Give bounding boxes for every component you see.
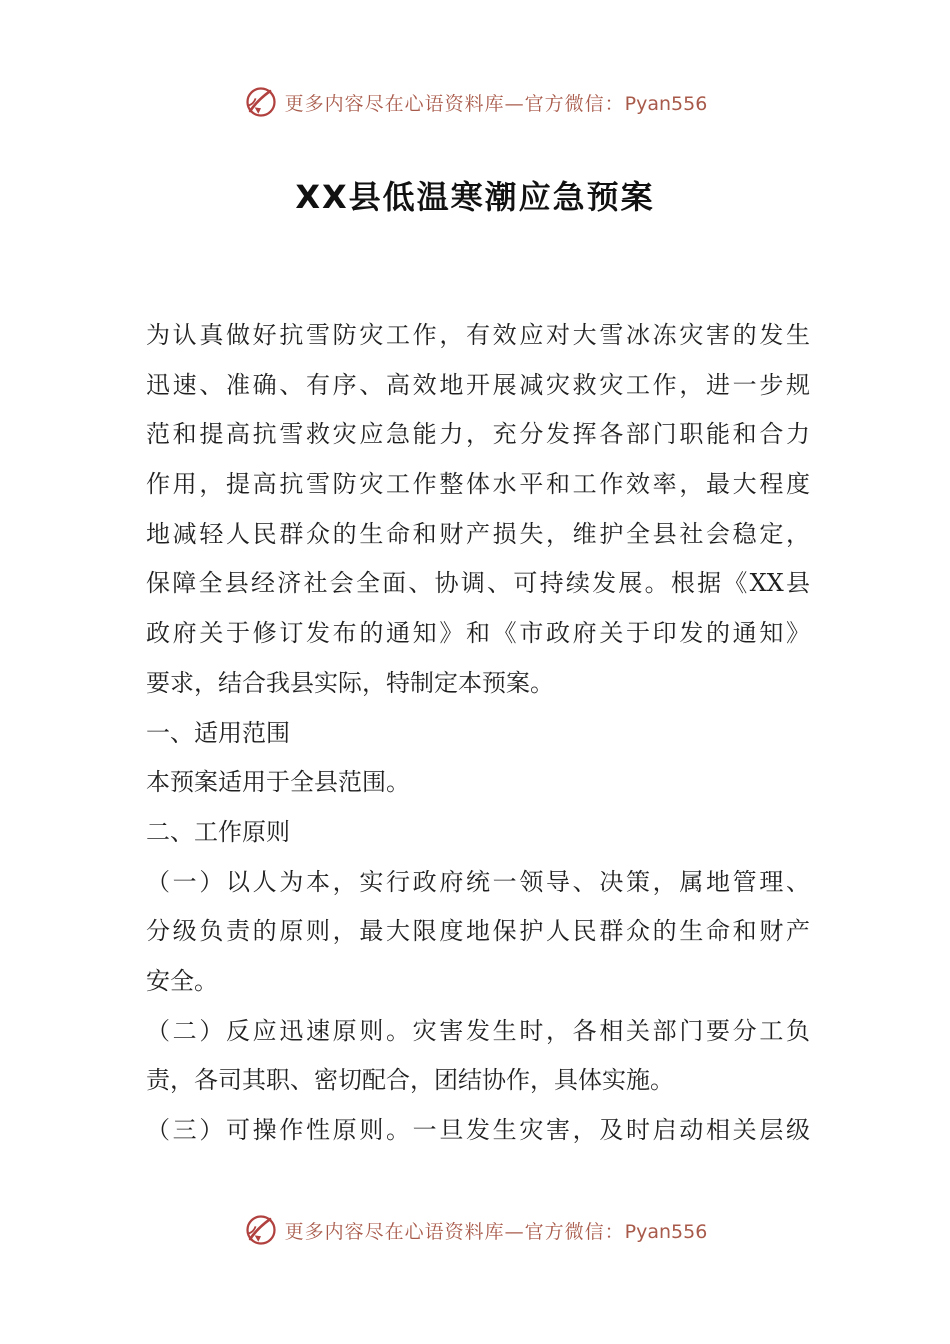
body-line: 保障全县经济社会全面、协调、可持续发展。根据《XX县 xyxy=(146,569,810,598)
body-line: 迅速、准确、有序、高效地开展减灾救灾工作，进一步规 xyxy=(146,370,810,399)
pen-logo-icon xyxy=(243,84,279,120)
body-line: 一、适用范围 xyxy=(146,718,290,747)
body-line: 为认真做好抗雪防灾工作，有效应对大雪冰冻灾害的发生 xyxy=(146,321,810,349)
body-line: （二）反应迅速原则。灾害发生时，各相关部门要分工负 xyxy=(146,1016,810,1045)
body-line: 二、工作原则 xyxy=(146,817,290,846)
document-body xyxy=(146,311,810,1156)
body-line: （三）可操作性原则。一旦发生灾害，及时启动相关层级 xyxy=(146,1116,810,1144)
watermark-text xyxy=(285,89,708,116)
watermark-label: 更多内容尽在心语资料库—官方微信： xyxy=(284,92,625,115)
body-line: 本预案适用于全县范围。 xyxy=(146,768,410,797)
watermark-wechat-id: Pyan556 xyxy=(624,1220,708,1243)
body-line: 责，各司其职、密切配合，团结协作，具体实施。 xyxy=(146,1066,674,1095)
body-line: 政府关于修订发布的通知》和《市政府关于印发的通知》 xyxy=(146,619,810,648)
watermark-label: 更多内容尽在心语资料库—官方微信： xyxy=(284,1220,625,1243)
pen-logo-icon xyxy=(243,1212,279,1248)
body-line: 作用，提高抗雪防灾工作整体水平和工作效率，最大程度 xyxy=(146,470,810,499)
body-line: 要求，结合我县实际，特制定本预案。 xyxy=(146,668,554,697)
body-line: 安全。 xyxy=(146,966,218,995)
body-line: 范和提高抗雪救灾应急能力，充分发挥各部门职能和合力 xyxy=(146,420,810,449)
footer-watermark-banner xyxy=(0,1208,950,1252)
header-watermark-banner xyxy=(0,80,950,124)
body-line: 分级负责的原则，最大限度地保护人民群众的生命和财产 xyxy=(146,917,810,946)
watermark-text xyxy=(285,1217,708,1244)
body-line: 地减轻人民群众的生命和财产损失，维护全县社会稳定， xyxy=(146,519,810,548)
body-line: （一）以人为本，实行政府统一领导、决策，属地管理、 xyxy=(146,867,810,896)
document-title: XX县低温寒潮应急预案 xyxy=(295,178,655,216)
watermark-wechat-id: Pyan556 xyxy=(624,92,708,115)
